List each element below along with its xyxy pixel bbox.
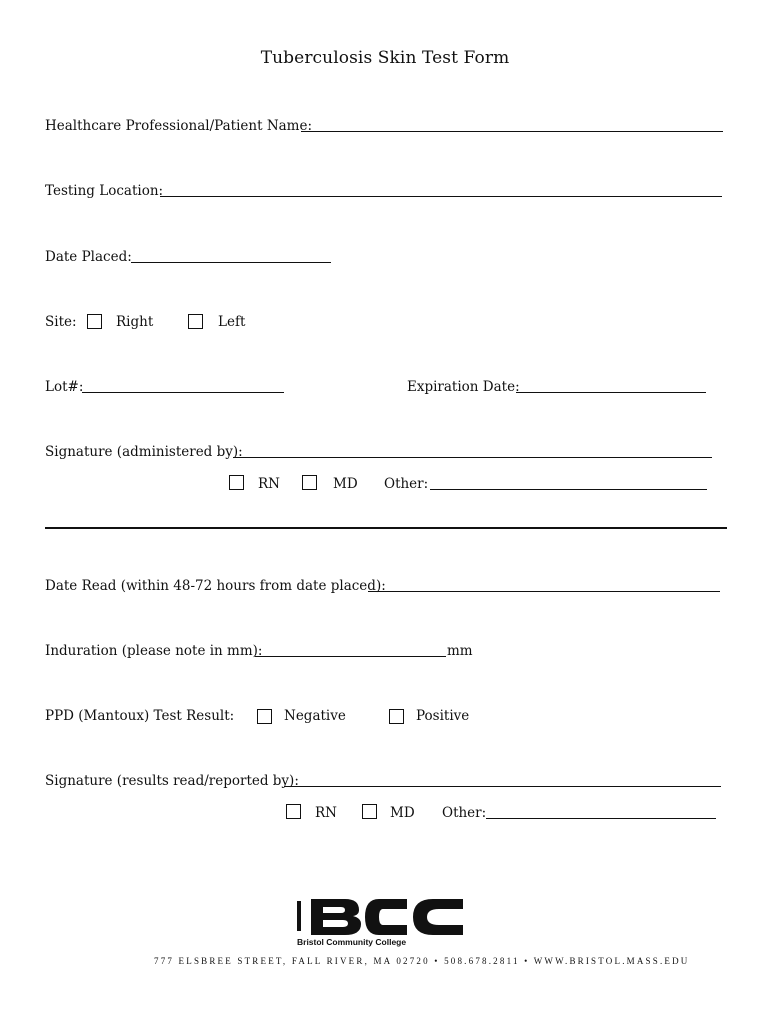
admin-md-label: MD — [333, 476, 358, 492]
page-title: Tuberculosis Skin Test Form — [260, 48, 510, 68]
site-left-checkbox[interactable] — [188, 314, 203, 329]
bcc-logo — [293, 893, 469, 941]
induration-field[interactable] — [255, 656, 446, 657]
section-divider — [45, 527, 727, 529]
read-md-label: MD — [390, 805, 415, 821]
lot-field[interactable] — [82, 392, 284, 393]
name-field[interactable] — [301, 131, 723, 132]
date-read-label: Date Read (within 48-72 hours from date placed): — [45, 578, 386, 594]
testing-location-field[interactable] — [160, 196, 722, 197]
sig-admin-label: Signature (administered by): — [45, 444, 243, 460]
expiration-field[interactable] — [516, 392, 706, 393]
date-placed-label: Date Placed: — [45, 249, 132, 265]
testing-location-label: Testing Location: — [45, 183, 164, 199]
date-read-field[interactable] — [368, 591, 720, 592]
read-other-label: Other: — [442, 805, 487, 821]
read-rn-label: RN — [315, 805, 337, 821]
name-label: Healthcare Professional/Patient Name: — [45, 118, 313, 134]
admin-md-checkbox[interactable] — [302, 475, 317, 490]
negative-checkbox[interactable] — [257, 709, 272, 724]
read-md-checkbox[interactable] — [362, 804, 377, 819]
admin-other-field[interactable] — [430, 489, 707, 490]
positive-label: Positive — [416, 708, 470, 724]
sig-read-label: Signature (results read/reported by): — [45, 773, 299, 789]
lot-label: Lot#: — [45, 379, 84, 395]
date-placed-field[interactable] — [131, 262, 331, 263]
site-right-checkbox[interactable] — [87, 314, 102, 329]
site-label: Site: — [45, 314, 77, 330]
admin-rn-label: RN — [258, 476, 280, 492]
sig-admin-field[interactable] — [233, 457, 712, 458]
expiration-label: Expiration Date: — [407, 379, 520, 395]
sig-read-field[interactable] — [284, 786, 721, 787]
site-left-label: Left — [218, 314, 246, 330]
site-right-label: Right — [116, 314, 154, 330]
admin-other-label: Other: — [384, 476, 429, 492]
read-other-field[interactable] — [486, 818, 716, 819]
positive-checkbox[interactable] — [389, 709, 404, 724]
induration-unit: mm — [447, 643, 473, 659]
negative-label: Negative — [284, 708, 346, 724]
bcc-logo-graphic — [293, 893, 469, 941]
footer-address: 777 ELSBREE STREET, FALL RIVER, MA 02720 • 508.678.2811 • WWW.BRISTOL.MASS.EDU — [154, 956, 690, 966]
read-rn-checkbox[interactable] — [286, 804, 301, 819]
induration-label: Induration (please note in mm): — [45, 643, 263, 659]
ppd-label: PPD (Mantoux) Test Result: — [45, 708, 235, 724]
logo-caption: Bristol Community College — [297, 937, 407, 947]
admin-rn-checkbox[interactable] — [229, 475, 244, 490]
